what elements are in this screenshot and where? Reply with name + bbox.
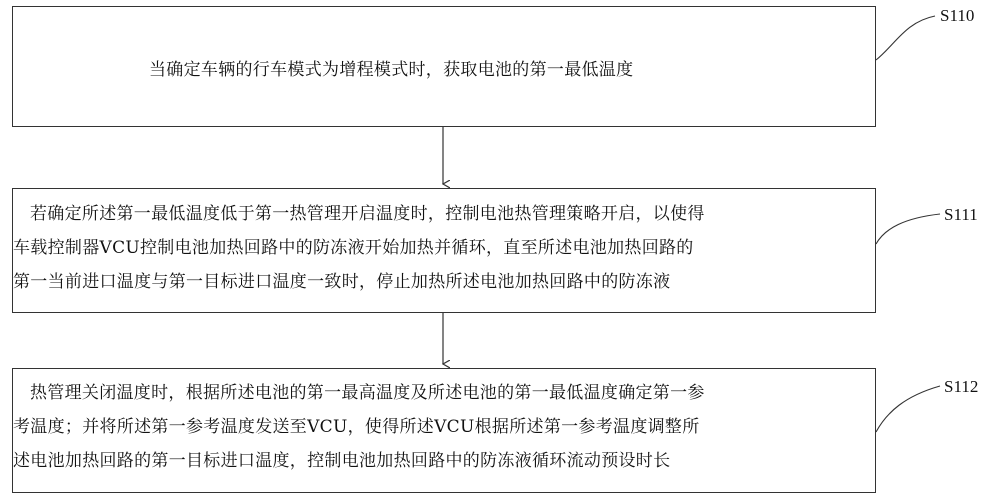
leader-curve-s110 [876, 16, 935, 60]
step-s112-line-3: 述电池加热回路的第一目标进口温度，控制电池加热回路中的防冻液循环流动预设时长 [13, 451, 671, 471]
step-s111-line-1: 若确定所述第一最低温度低于第一热管理开启温度时，控制电池热管理策略开启，以使得 [30, 204, 705, 224]
step-s110-line-1: 当确定车辆的行车模式为增程模式时，获取电池的第一最低温度 [149, 60, 634, 80]
step-s111-line-3: 第一当前进口温度与第一目标进口温度一致时，停止加热所述电池加热回路中的防冻液 [13, 272, 671, 292]
step-box-s110 [12, 6, 876, 127]
step-box-s112 [12, 368, 876, 493]
leader-curve-s112 [876, 386, 940, 432]
step-s112-line-1: 热管理关闭温度时，根据所述电池的第一最高温度及所述电池的第一最低温度确定第一参 [30, 383, 705, 403]
step-s112-line-2: 考温度；并将所述第一参考温度发送至VCU，使得所述VCU根据所述第一参考温度调整所 [13, 417, 700, 437]
leader-curve-s111 [876, 214, 940, 244]
step-label-s110: S110 [940, 6, 975, 25]
step-label-s112: S112 [944, 377, 979, 396]
step-box-s111 [12, 188, 876, 313]
step-s111-line-2: 车载控制器VCU控制电池加热回路中的防冻液开始加热并循环，直至所述电池加热回路的 [13, 238, 694, 258]
step-label-s111: S111 [944, 205, 978, 224]
